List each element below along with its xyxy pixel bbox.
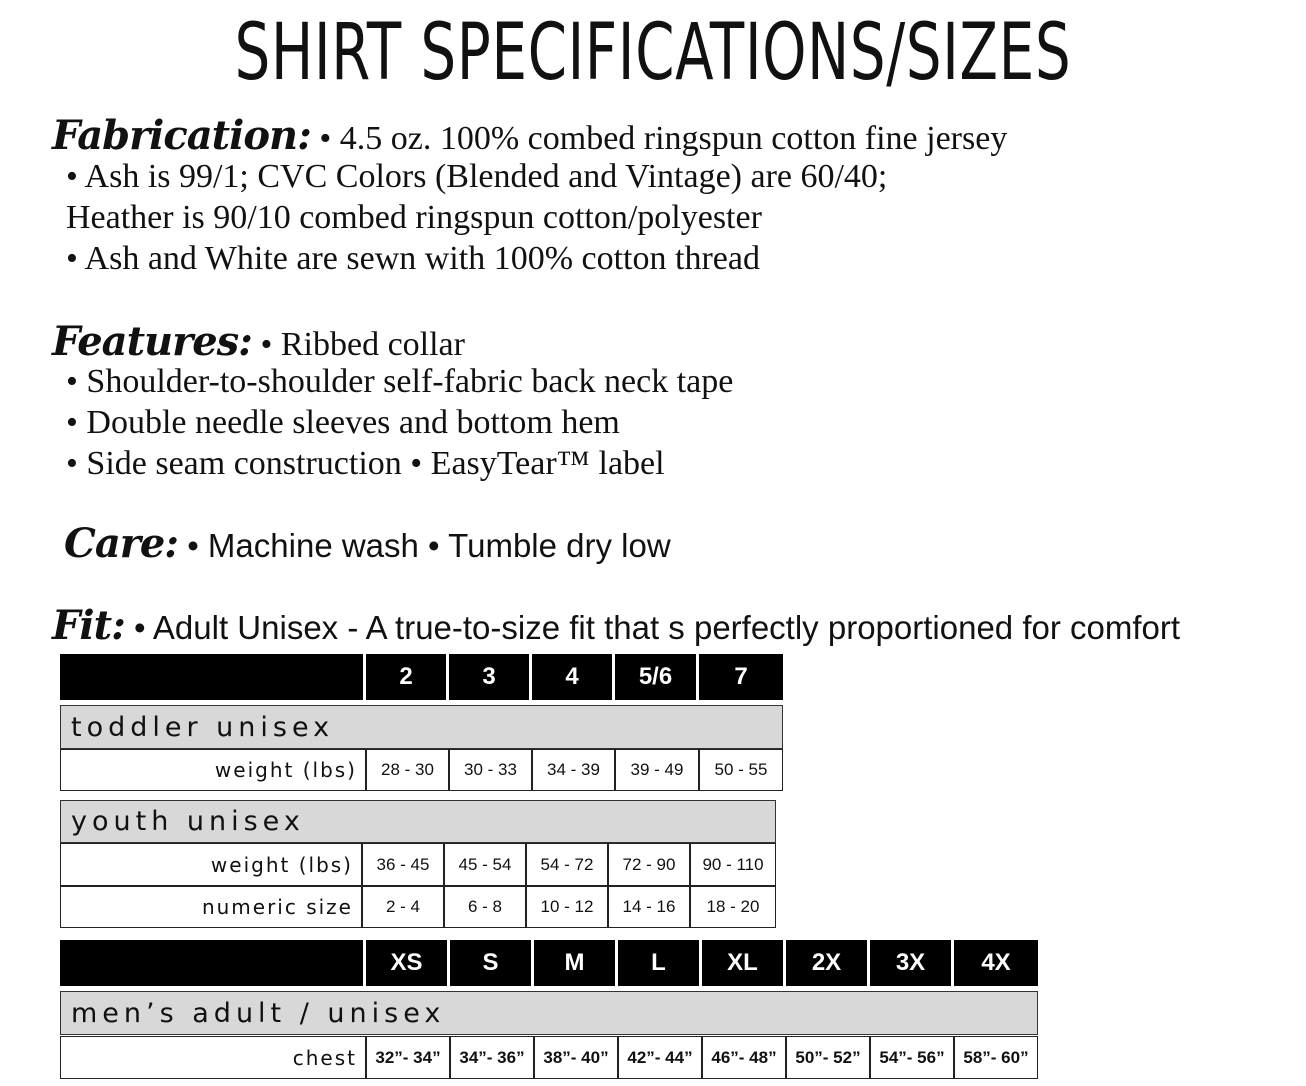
- youth-numeric-cell: 10 - 12: [526, 886, 608, 928]
- adult-size-header: XS: [366, 940, 450, 986]
- youth-band: youth unisex: [60, 800, 776, 843]
- adult-header-blank: [60, 940, 366, 986]
- page-title: SHIRT SPECIFICATIONS/SIZES: [234, 8, 1072, 98]
- toddler-weight-cell: 28 - 30: [366, 749, 449, 791]
- adult-band: men’s adult / unisex: [60, 991, 1038, 1035]
- toddler-size-header: 3: [449, 654, 532, 700]
- toddler-weight-cell: 39 - 49: [615, 749, 699, 791]
- youth-numeric-cell: 18 - 20: [690, 886, 776, 928]
- youth-numeric-cell: 6 - 8: [444, 886, 526, 928]
- fit-heading: Fit:: [52, 602, 125, 649]
- adult-size-header: XL: [702, 940, 786, 986]
- youth-weight-cell: 90 - 110: [690, 843, 776, 886]
- features-line-4: • Side seam construction • EasyTear™ label: [66, 445, 665, 482]
- features-heading: Features:: [52, 318, 252, 365]
- adult-size-header: M: [534, 940, 618, 986]
- fabrication-line-4: • Ash and White are sewn with 100% cotton thread: [66, 240, 760, 277]
- fabrication-line-2: • Ash is 99/1; CVC Colors (Blended and Vintage) are 60/40;: [66, 158, 888, 195]
- adult-chest-cell: 32”- 34”: [366, 1036, 450, 1079]
- youth-numeric-label: numeric size: [60, 886, 362, 928]
- toddler-size-header: 5/6: [615, 654, 699, 700]
- adult-size-header: 2X: [786, 940, 870, 986]
- adult-chest-cell: 50”- 52”: [786, 1036, 870, 1079]
- adult-chest-cell: 54”- 56”: [870, 1036, 954, 1079]
- youth-numeric-cell: 14 - 16: [608, 886, 690, 928]
- toddler-size-header: 4: [532, 654, 615, 700]
- youth-weight-cell: 72 - 90: [608, 843, 690, 886]
- adult-size-header: S: [450, 940, 534, 986]
- toddler-weight-cell: 30 - 33: [449, 749, 532, 791]
- youth-weight-cell: 45 - 54: [444, 843, 526, 886]
- adult-chest-cell: 34”- 36”: [450, 1036, 534, 1079]
- adult-size-header: 3X: [870, 940, 954, 986]
- fabrication-text-1: • 4.5 oz. 100% combed ringspun cotton fine jersey: [310, 120, 1008, 157]
- fit-text: • Adult Unisex - A true-to-size fit that s perfectly proportioned for comfort: [124, 609, 1181, 646]
- adult-chest-cell: 46”- 48”: [702, 1036, 786, 1079]
- adult-chest-cell: 38”- 40”: [534, 1036, 618, 1079]
- fabrication-heading: Fabrication:: [52, 112, 311, 159]
- youth-numeric-cell: 2 - 4: [362, 886, 444, 928]
- toddler-size-header: 2: [366, 654, 449, 700]
- adult-size-header: L: [618, 940, 702, 986]
- features-text-1: • Ribbed collar: [251, 326, 465, 363]
- adult-chest-cell: 42”- 44”: [618, 1036, 702, 1079]
- adult-size-header: 4X: [954, 940, 1038, 986]
- fabrication-line-3: Heather is 90/10 combed ringspun cotton/polyester: [66, 199, 762, 236]
- youth-weight-cell: 36 - 45: [362, 843, 444, 886]
- care-line: [64, 520, 671, 567]
- toddler-weight-label: weight (lbs): [60, 749, 366, 791]
- toddler-weight-cell: 34 - 39: [532, 749, 615, 791]
- adult-chest-label: chest: [60, 1036, 366, 1079]
- features-line-1: [52, 318, 465, 365]
- toddler-weight-cell: 50 - 55: [699, 749, 783, 791]
- youth-weight-label: weight (lbs): [60, 843, 362, 886]
- care-heading: Care:: [64, 520, 179, 567]
- youth-weight-cell: 54 - 72: [526, 843, 608, 886]
- care-text: • Machine wash • Tumble dry low: [178, 527, 671, 564]
- toddler-band: toddler unisex: [60, 705, 783, 749]
- features-line-3: • Double needle sleeves and bottom hem: [66, 404, 620, 441]
- adult-chest-cell: 58”- 60”: [954, 1036, 1038, 1079]
- features-line-2: • Shoulder-to-shoulder self-fabric back neck tape: [66, 363, 734, 400]
- fabrication-line-1: [52, 112, 1007, 159]
- toddler-size-header: 7: [699, 654, 783, 700]
- fit-line: [52, 602, 1180, 649]
- toddler-header-blank: [60, 654, 366, 700]
